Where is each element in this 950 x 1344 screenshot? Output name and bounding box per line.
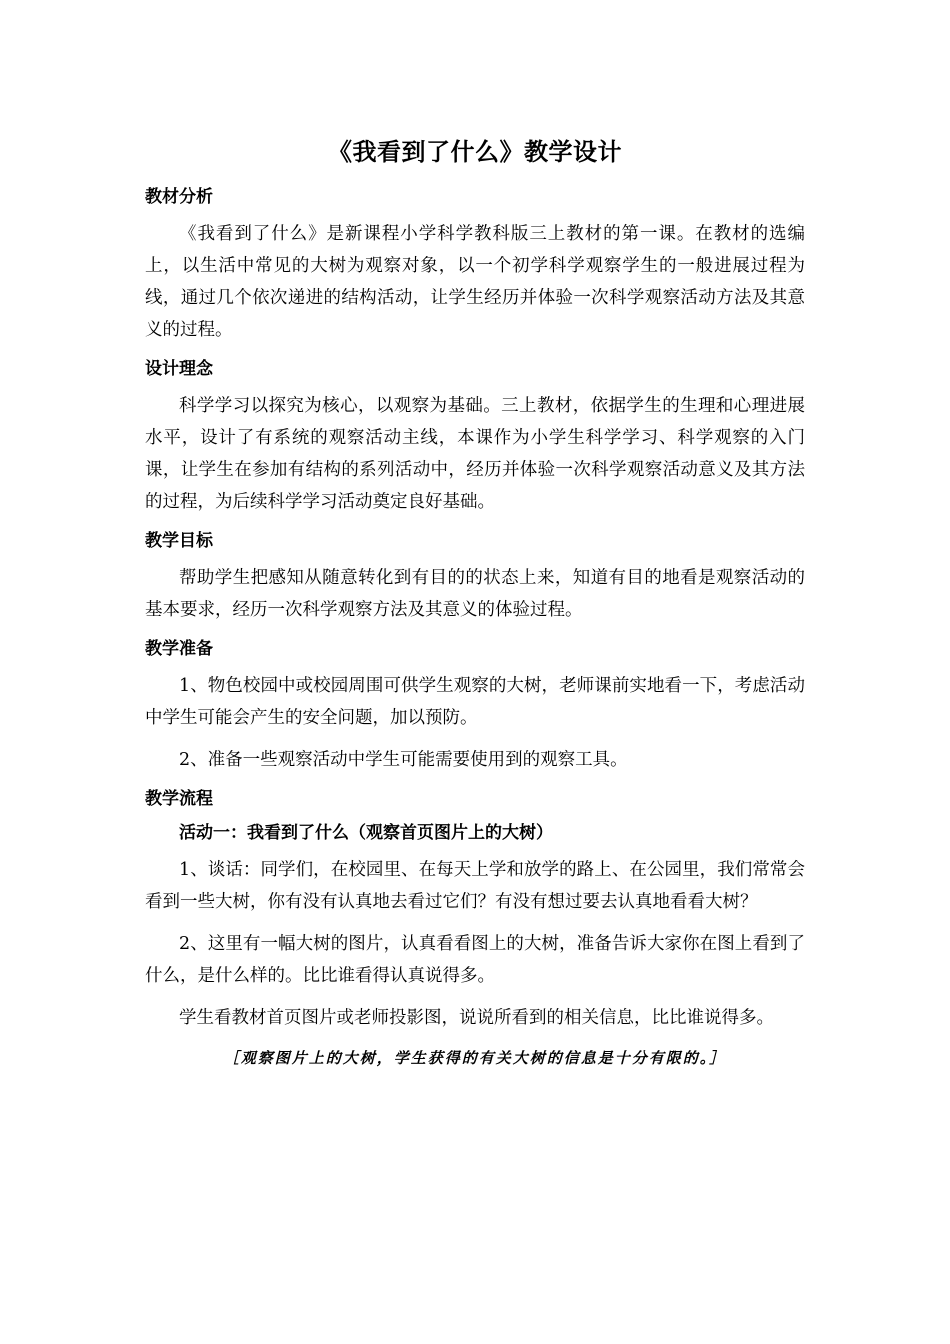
paragraph: 《我看到了什么》是新课程小学科学教科版三上教材的第一课。在教材的选编上，以生活中常见的大树为观察对象，以一个初学科学观察学生的一般进展过程为线，通过几个依次递进的结构活动，让学生经历并体验一次科学观察活动方法及其意义的过程。 [145,224,805,340]
paragraph: 科学学习以探究为核心，以观察为基础。三上教材，依据学生的生理和心理进展水平，设计了有系统的观察活动主线，本课作为小学生科学学习、科学观察的入门课，让学生在参加有结构的系列活动中，经历并体验一次科学观察活动意义及其方法的过程，为后续科学学习活动奠定良好基础。 [145,396,805,512]
section-teaching-goals [145,528,805,626]
paragraph: 1、物色校园中或校园周围可供学生观察的大树，老师课前实地看一下，考虑活动中学生可能会产生的安全问题，加以预防。 [145,676,805,728]
teaching-note: ［观察图片上的大树，学生获得的有关大树的信息是十分有限的。］ [223,1049,727,1067]
paragraph: 1、谈话：同学们，在校园里、在每天上学和放学的路上、在公园里，我们常常会看到一些大树，你有没有认真地去看过它们？有没有想过要去认真地看看大树？ [145,860,805,912]
paragraph: 学生看教材首页图片或老师投影图，说说所看到的相关信息，比比谁说得多。 [179,1008,774,1028]
section-heading: 教学目标 [145,531,213,551]
paragraph: 2、这里有一幅大树的图片，认真看看图上的大树，准备告诉大家你在图上看到了什么，是什么样的。比比谁看得认真说得多。 [145,934,805,986]
paragraph: 帮助学生把感知从随意转化到有目的的状态上来，知道有目的地看是观察活动的基本要求，经历一次科学观察方法及其意义的体验过程。 [145,568,805,620]
section-teaching-preparation [145,636,805,776]
paragraph: 2、准备一些观察活动中学生可能需要使用到的观察工具。 [179,750,628,770]
section-material-analysis [145,184,805,346]
section-heading: 教学准备 [145,639,213,659]
section-design-concept [145,356,805,518]
section-teaching-process [145,786,805,1072]
document-title: 《我看到了什么》教学设计 [328,138,622,166]
document-page [145,134,805,1072]
section-heading: 设计理念 [145,359,213,379]
section-heading: 教学流程 [145,789,213,809]
section-heading: 教材分析 [145,187,213,207]
activity-heading: 活动一：我看到了什么（观察首页图片上的大树） [179,823,553,843]
